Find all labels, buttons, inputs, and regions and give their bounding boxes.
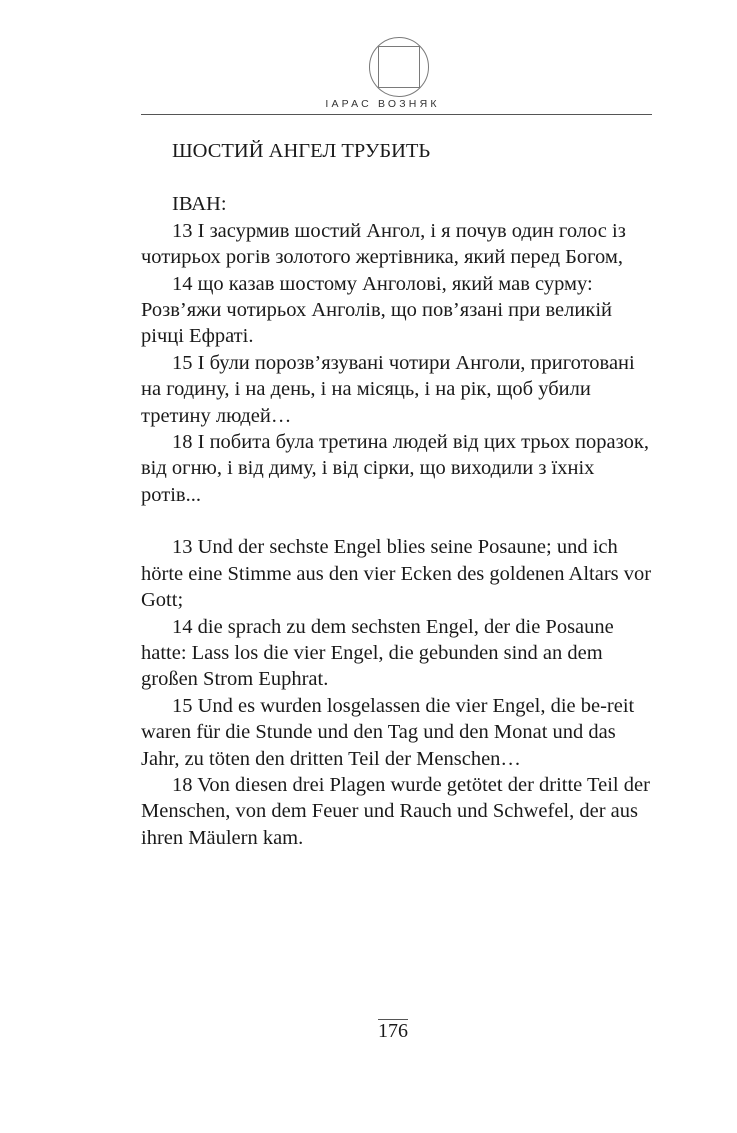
page-body bbox=[141, 138, 652, 851]
speaker-label: ІВАН: bbox=[172, 193, 227, 216]
circle-square-emblem-icon bbox=[368, 36, 430, 98]
ukrainian-verse-15: 15 І були порозв’язувані чотири Анголи, приготовані на годину, і на день, і на місяць, і на рік, щоб убили третину людей… bbox=[141, 351, 635, 427]
german-verse-18: 18 Von diesen drei Plagen wurde getötet der dritte Teil der Menschen, von dem Feuer und Rauch und Schwefel, der aus ihren Mäulern kam. bbox=[141, 773, 650, 849]
ukrainian-verse-18: 18 І побита була третина людей від цих трьох поразок, від огню, і від диму, і від сірки, що виходили з їхніх ротів... bbox=[141, 431, 649, 506]
german-verse-14: 14 die sprach zu dem sechsten Engel, der die Posaune hatte: Lass los die vier Engel, die gebunden sind an dem großen Strom Euphrat. bbox=[141, 615, 614, 691]
spacer bbox=[141, 164, 652, 191]
header-divider bbox=[141, 114, 652, 115]
spacer bbox=[141, 508, 652, 534]
german-verse-15: 15 Und es wurden losgelassen die vier Engel, die be-reit waren für die Stunde und den Tag und den Monat und das Jahr, zu töten den dritten Teil der Menschen… bbox=[141, 694, 635, 770]
ukrainian-verse-13: 13 І засурмив шостий Ангол, і я почув один голос із чотирьох рогів золотого жертівника, який перед Богом, bbox=[141, 219, 626, 269]
running-header-author: ІАРАС ВОЗНЯК bbox=[325, 98, 440, 110]
german-verse-13: 13 Und der sechste Engel blies seine Posaune; und ich hörte eine Stimme aus den vier Ecken des goldenen Altars vor Gott; bbox=[141, 536, 652, 612]
ukrainian-verse-14: 14 що казав шостому Анголові, який мав сурму: Розв’яжи чотирьох Анголів, що пов’язані при великій річці Ефраті. bbox=[141, 272, 612, 348]
section-title: ШОСТИЙ АНГЕЛ ТРУБИТЬ bbox=[172, 140, 431, 162]
page-number: 176 bbox=[378, 1020, 408, 1042]
